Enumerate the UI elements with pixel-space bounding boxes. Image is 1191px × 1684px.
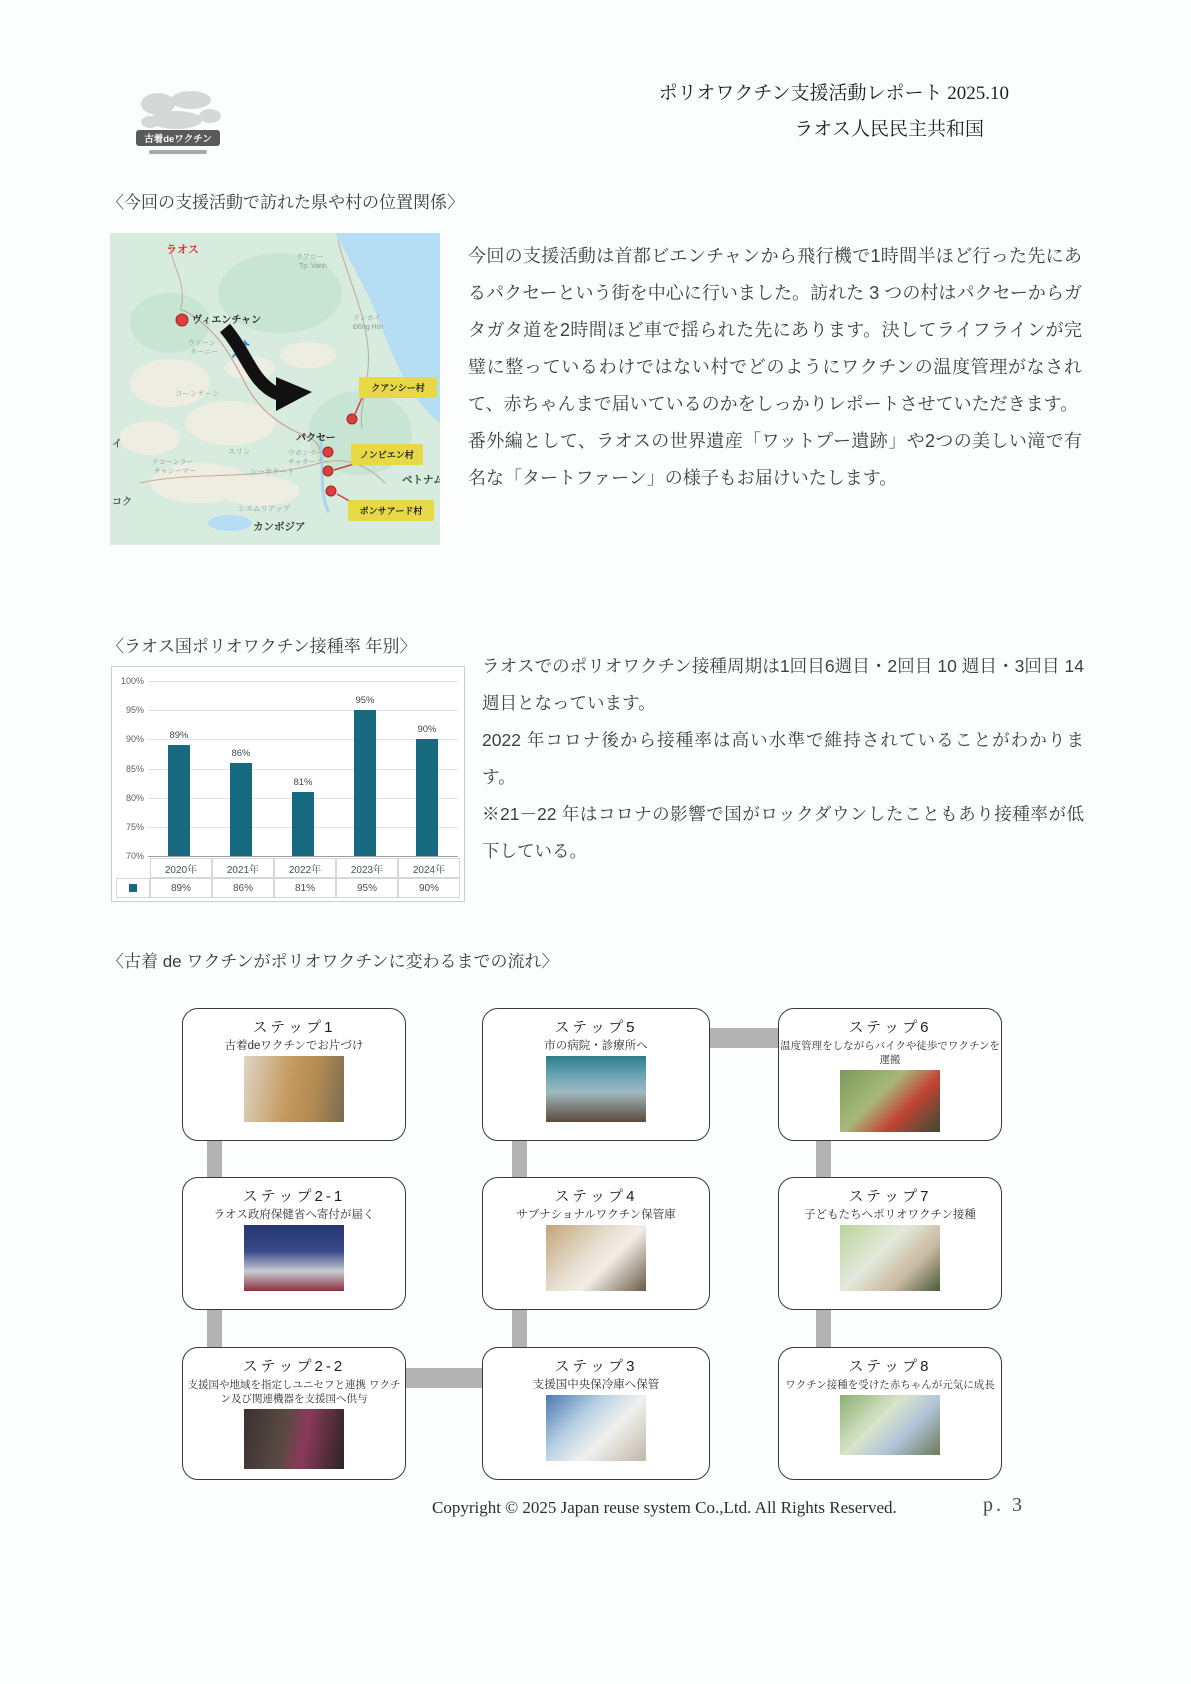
chart-bar-value-label: 81% bbox=[293, 776, 313, 788]
chart-year-cell: 2021年 bbox=[212, 858, 274, 878]
chart-year-cell: 2020年 bbox=[150, 858, 212, 878]
logo-text: 古着deワクチン bbox=[144, 134, 212, 145]
map-label: Tp. Vanh bbox=[299, 263, 327, 270]
flow-step-3 bbox=[482, 1347, 710, 1480]
step-desc: 市の病院・診療所へ bbox=[544, 1040, 648, 1052]
chart-year-row bbox=[150, 858, 460, 878]
map-label: コク bbox=[112, 497, 132, 508]
map-label: チャシーマー bbox=[154, 468, 196, 475]
chart-year-cell: 2023年 bbox=[336, 858, 398, 878]
map-label: ナコーンラー bbox=[152, 459, 194, 466]
chart-value-cell: 95% bbox=[336, 878, 398, 898]
step-title: ステップ1 bbox=[252, 1019, 336, 1036]
map-marker-pakse bbox=[323, 447, 333, 457]
flow-step-5 bbox=[482, 1008, 710, 1141]
flow-step-8 bbox=[778, 1347, 1002, 1480]
step-desc: サブナショナルワクチン保管庫 bbox=[516, 1209, 676, 1221]
map-label: チャターニー bbox=[288, 459, 330, 466]
vientiane-label: ヴィエンチャン bbox=[192, 315, 262, 326]
flow-connector bbox=[512, 1309, 527, 1349]
map-marker-kuanxi bbox=[347, 414, 357, 424]
chart-year-cell: 2022年 bbox=[274, 858, 336, 878]
step-desc: 子どもたちへポリオワクチン接種 bbox=[804, 1209, 976, 1221]
laos-label: ラオス bbox=[166, 244, 199, 256]
chart-value-cell: 89% bbox=[150, 878, 212, 898]
map-label: ウボンラー bbox=[288, 450, 323, 457]
village-label: ノンビエン村 bbox=[360, 450, 414, 460]
paragraph-text: 今回の支援活動は首都ビエンチャンから飛行機で1時間半ほど行った先にあるパクセーという街を中心に行いました。訪れた 3 つの村はパクセーからガタガタ道を2時間ほど車で揺られた先にあります。決してライフラインが完璧に整っているわけではない村でどのようにワクチンの温度管理がなされて、赤ちゃんまで届いているのかをしっかりレポートさせていただきます。 bbox=[468, 246, 1082, 414]
step-1-photo bbox=[244, 1056, 344, 1122]
map-marker-nongvien bbox=[323, 466, 333, 476]
chart-value-cell: 86% bbox=[212, 878, 274, 898]
airplane-icon: ✈ bbox=[218, 328, 260, 370]
flow-step-7 bbox=[778, 1177, 1002, 1310]
chart-bar bbox=[292, 792, 314, 856]
step-desc: 古着deワクチンでお片づけ bbox=[224, 1040, 364, 1052]
chart-paragraph bbox=[482, 648, 1084, 870]
flow-step-2-2 bbox=[182, 1347, 406, 1480]
map-label: シーサケート bbox=[250, 467, 295, 476]
legend-marker bbox=[129, 884, 137, 892]
step-title: ステップ7 bbox=[848, 1188, 932, 1205]
step-desc: 温度管理をしながらバイクや徒歩でワクチンを運搬 bbox=[780, 1040, 1000, 1066]
step-2-2-photo bbox=[244, 1409, 344, 1469]
step-6-photo bbox=[840, 1070, 940, 1132]
chart-bar bbox=[230, 763, 252, 856]
paragraph-text: ラオスでのポリオワクチン接種周期は1回目6週目・2回目 10 週目・3回目 14 週目となっています。 bbox=[482, 656, 1084, 713]
step-desc: ラオス政府保健省へ寄付が届く bbox=[213, 1209, 375, 1221]
flow-connector bbox=[816, 1139, 831, 1179]
step-title: ステップ4 bbox=[554, 1188, 638, 1205]
step-8-photo bbox=[840, 1395, 940, 1455]
lake bbox=[208, 515, 252, 531]
chart-bar-value-label: 86% bbox=[231, 747, 251, 759]
chart-year-cell: 2024年 bbox=[398, 858, 460, 878]
step-title: ステップ5 bbox=[554, 1019, 638, 1036]
report-title: ポリオワクチン支援活動レポート 2025.10 bbox=[658, 83, 1009, 104]
flow-connector bbox=[512, 1139, 527, 1179]
map-label: ドンホイ bbox=[353, 315, 381, 322]
cambodia-label: カンボジア bbox=[253, 521, 306, 533]
flow-step-2-1 bbox=[182, 1177, 406, 1310]
chart-bar bbox=[168, 745, 190, 856]
village-label: ポンサアード村 bbox=[359, 506, 423, 516]
step-4-photo bbox=[546, 1225, 646, 1291]
flow-connector bbox=[816, 1309, 831, 1349]
logo-tagline-bar bbox=[149, 150, 207, 154]
step-7-photo bbox=[840, 1225, 940, 1291]
step-title: ステップ2-2 bbox=[242, 1358, 346, 1375]
section-heading-map: 〈今回の支援活動で訪れた県や村の位置関係〉 bbox=[107, 193, 464, 212]
flow-step-4 bbox=[482, 1177, 710, 1310]
chart-bar-value-label: 89% bbox=[169, 730, 189, 742]
chart-legend-cell bbox=[116, 878, 150, 898]
map-label: イ bbox=[112, 439, 122, 450]
map-marker-vientiane bbox=[176, 314, 188, 326]
vietnam-label: ベトナム bbox=[402, 474, 440, 486]
chart-value-row bbox=[116, 878, 460, 898]
village-label: クアンシー村 bbox=[371, 383, 425, 393]
section-heading-chart: 〈ラオス国ポリオワクチン接種率 年別〉 bbox=[107, 637, 417, 656]
chart-bar bbox=[354, 710, 376, 856]
laos-map bbox=[110, 233, 440, 545]
paragraph-text: ※21－22 年はコロナの影響で国がロックダウンしたこともあり接種率が低下している。 bbox=[482, 804, 1084, 861]
flow-connector bbox=[207, 1139, 222, 1179]
step-2-1-photo bbox=[244, 1225, 344, 1291]
step-desc: 支援国や地域を指定しユニセフと連携 ワクチン及び関連機器を支援国へ供与 bbox=[187, 1379, 401, 1405]
paragraph-text: 番外編として、ラオスの世界遺産「ワットプー遺跡」や2つの美しい滝で有名な「タートファーン」の様子もお届けいたします。 bbox=[468, 431, 1082, 488]
step-title: ステップ8 bbox=[848, 1358, 932, 1375]
step-desc: 支援国中央保冷庫へ保管 bbox=[532, 1379, 660, 1391]
step-title: ステップ2-1 bbox=[242, 1188, 346, 1205]
map-marker-phonsaard bbox=[326, 486, 336, 496]
chart-bar-value-label: 90% bbox=[417, 724, 437, 736]
map-label: ウドーン bbox=[188, 340, 216, 347]
page-number: p. 3 bbox=[983, 1494, 1025, 1516]
step-title: ステップ6 bbox=[848, 1019, 932, 1036]
flow-connector bbox=[207, 1309, 222, 1349]
chart-plot-area: 100% 95% 90% 85% 80% 75% 70% 89% 86% 81% 95% 90% bbox=[148, 681, 458, 856]
paragraph-text: 2022 年コロナ後から接種率は高い水準で維持されていることがわかります。 bbox=[482, 730, 1084, 787]
map-label: Đồng Hới bbox=[353, 324, 383, 331]
pakse-label: パクセー bbox=[296, 433, 336, 444]
step-5-photo bbox=[546, 1056, 646, 1122]
chart-value-cell: 90% bbox=[398, 878, 460, 898]
map-label: ターニー bbox=[190, 349, 218, 356]
section-heading-flow: 〈古着 de ワクチンがポリオワクチンに変わるまでの流れ〉 bbox=[107, 952, 559, 971]
map-paragraph bbox=[468, 238, 1082, 497]
map-label: コーンケーン bbox=[175, 389, 220, 398]
flow-connector bbox=[404, 1368, 484, 1388]
flow-step-1 bbox=[182, 1008, 406, 1141]
map-graphic bbox=[110, 233, 440, 545]
chart-bar bbox=[416, 739, 438, 856]
step-title: ステップ3 bbox=[554, 1358, 638, 1375]
step-3-photo bbox=[546, 1395, 646, 1461]
flow-connector bbox=[708, 1028, 780, 1048]
copyright-text: Copyright © 2025 Japan reuse system Co.,Ltd. All Rights Reserved. bbox=[432, 1498, 897, 1517]
chart-value-cell: 81% bbox=[274, 878, 336, 898]
map-label: シエムリアップ bbox=[238, 504, 290, 513]
kofuku-de-vaccine-logo bbox=[128, 84, 238, 162]
flow-step-6 bbox=[778, 1008, 1002, 1141]
map-label: スリン bbox=[228, 447, 251, 456]
world-map-logo-graphic bbox=[128, 84, 238, 162]
vaccination-rate-chart bbox=[111, 666, 465, 902]
step-desc: ワクチン接種を受けた赤ちゃんが元気に成長 bbox=[785, 1379, 995, 1391]
chart-bar-value-label: 95% bbox=[355, 695, 375, 707]
map-label: クアロー bbox=[296, 254, 324, 261]
report-subtitle: ラオス人民民主共和国 bbox=[794, 119, 984, 140]
